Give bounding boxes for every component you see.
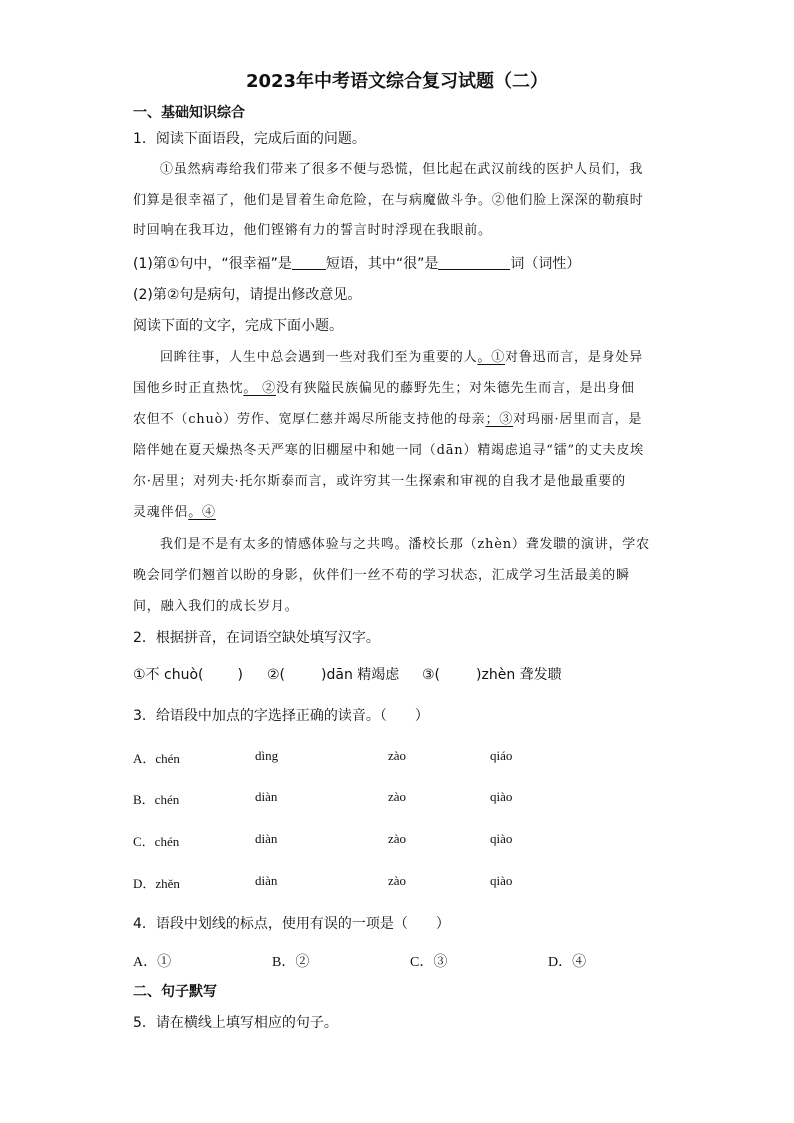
question-4-option-d[interactable]: D．④ — [548, 955, 587, 970]
underlined-punctuation-4: 。④ — [188, 505, 216, 520]
question-2-item-2 — [267, 665, 399, 685]
option-label: B．chén — [133, 792, 180, 807]
passage-2-line-1 — [160, 348, 643, 368]
fill-item-text: ①不 chuò( — [133, 667, 204, 683]
underlined-punctuation-3: ；③ — [485, 412, 514, 427]
question-4-option-c[interactable]: C．③ — [410, 955, 448, 970]
question-4-option-b[interactable]: B．② — [272, 955, 310, 970]
passage-2-line-6 — [133, 503, 216, 523]
passage-2-text: 没有狭隘民族偏见的藤野先生；对朱德先生而言，是出身佃 — [275, 381, 635, 396]
option-label: A．chén — [133, 751, 180, 766]
passage-1-line-2: 们算是很幸福了，他们是冒着生命危险，在与病魔做斗争。②他们脸上深深的勒痕时 — [133, 193, 644, 208]
option-pinyin: qiào — [490, 873, 513, 888]
option-label: D．zhěn — [133, 876, 180, 891]
underlined-punctuation-2: 。 ② — [243, 381, 276, 396]
fill-item-text: )zhèn 聋发聩 — [476, 667, 562, 683]
question-3-stem: 3．给语段中加点的字选择正确的读音。（ ） — [133, 708, 429, 724]
passage-2-text: 回眸往事，人生中总会遇到一些对我们至为重要的人 — [160, 350, 478, 365]
passage-1-line-1: ①虽然病毒给我们带来了很多不便与恐慌，但比起在武汉前线的医护人员们，我 — [160, 162, 644, 177]
option-pinyin: qiào — [490, 831, 513, 846]
passage-2-text: 对玛丽·居里而言，是 — [513, 412, 643, 427]
passage-2-line-5: 尔·居里；对列夫·托尔斯泰而言，或许穷其一生探索和审视的自我才是他最重要的 — [133, 474, 626, 489]
passage-2-line-2 — [133, 379, 635, 399]
underlined-punctuation-1: 。① — [477, 350, 506, 365]
option-pinyin: zào — [388, 873, 407, 888]
answer-blank-1[interactable] — [292, 255, 326, 270]
fill-item-text: ③( — [422, 667, 441, 683]
question-5-stem: 5．请在横线上填写相应的句子。 — [133, 1015, 338, 1031]
option-pinyin: diàn — [255, 831, 278, 846]
question-4-option-a[interactable]: A．① — [133, 955, 172, 970]
section-heading-1: 一、基础知识综合 — [133, 105, 245, 121]
question-1-sub-2: (2)第②句是病句，请提出修改意见。 — [133, 287, 362, 303]
question-1-stem: 1．阅读下面语段，完成后面的问题。 — [133, 131, 366, 147]
option-label: C．chén — [133, 834, 180, 849]
passage-2-text: 农但不（chuò）劳作、宽厚仁慈并竭尽所能支持他的母亲 — [133, 412, 486, 427]
option-pinyin: qiáo — [490, 748, 513, 763]
passage-2-text: 国他乡时正直热忱 — [133, 381, 244, 396]
option-pinyin: diàn — [255, 789, 278, 804]
option-pinyin: zào — [388, 748, 407, 763]
fill-item-text: ) — [237, 667, 243, 683]
option-pinyin: dìng — [255, 748, 279, 763]
passage-2-intro: 阅读下面的文字，完成下面小题。 — [133, 318, 343, 334]
option-pinyin: qiào — [490, 789, 513, 804]
passage-2-line-3 — [133, 410, 642, 430]
option-pinyin: diàn — [255, 873, 278, 888]
passage-2-para-2-line-3: 间，融入我们的成长岁月。 — [133, 599, 299, 614]
answer-blank-2[interactable] — [438, 255, 510, 270]
passage-2-text: 灵魂伴侣 — [133, 505, 189, 520]
section-heading-2: 二、句子默写 — [133, 984, 217, 1000]
passage-1-line-3: 时回响在我耳边，他们铿锵有力的誓言时时浮现在我眼前。 — [133, 223, 492, 238]
page-title: 2023年中考语文综合复习试题（二） — [245, 71, 549, 92]
sub-1-text-c: 词（词性） — [510, 256, 581, 272]
question-2-item-3 — [422, 665, 562, 685]
passage-2-para-2-line-1: 我们是不是有太多的情感体验与之共鸣。潘校长那（zhèn）聋发聩的演讲，学农 — [160, 537, 650, 552]
question-1-sub-1 — [133, 254, 580, 274]
sub-1-text-a: (1)第①句中，“很幸福”是 — [133, 256, 292, 272]
fill-item-text: ②( — [267, 667, 286, 683]
option-pinyin: zào — [388, 831, 407, 846]
passage-2-line-4: 陪伴她在夏天燥热冬天严寒的旧棚屋中和她一同（dān）精竭虑追寻“镭”的丈夫皮埃 — [133, 443, 644, 458]
passage-2-para-2-line-2: 晚会同学们翘首以盼的身影，伙伴们一丝不苟的学习状态，汇成学习生活最美的瞬 — [133, 568, 630, 583]
question-2-stem: 2．根据拼音，在词语空缺处填写汉字。 — [133, 630, 380, 646]
passage-2-text: 对鲁迅而言，是身处异 — [505, 350, 644, 365]
question-2-item-1 — [133, 665, 243, 685]
option-pinyin: zào — [388, 789, 407, 804]
fill-item-text: )dān 精竭虑 — [321, 667, 400, 683]
question-4-stem: 4．语段中划线的标点，使用有误的一项是（ ） — [133, 916, 450, 932]
sub-1-text-b: 短语，其中“很”是 — [325, 256, 439, 272]
